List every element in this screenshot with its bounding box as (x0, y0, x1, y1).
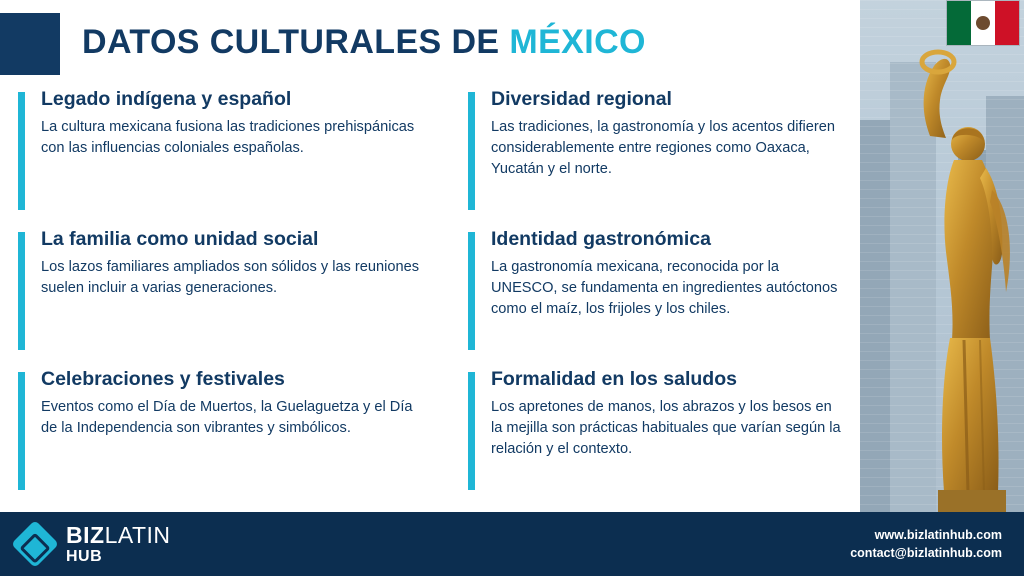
fact-card-body (25, 228, 424, 368)
fact-card-body (25, 88, 424, 228)
page-title-main: DATOS CULTURALES DE (82, 22, 510, 61)
fact-title: Legado indígena y español (41, 88, 292, 110)
fact-card (18, 228, 448, 368)
fact-card (448, 368, 868, 508)
email-link[interactable]: contact@bizlatinhub.com (850, 546, 1002, 560)
logo-line-2: HUB (66, 547, 103, 565)
fact-card (18, 368, 448, 508)
fact-card-body (25, 368, 424, 508)
fact-card (448, 228, 868, 368)
flag-stripe-red (995, 1, 1019, 45)
flag-stripe-white (971, 1, 995, 45)
fact-text: Los apretones de manos, los abrazos y los besos en la mejilla son prácticas habituales que varían según la relación y el contexto. (491, 399, 841, 457)
fact-card-body (475, 368, 844, 508)
angel-statue-icon (894, 40, 1014, 512)
flag-emblem-icon (976, 16, 990, 30)
flag-stripe-green (947, 1, 971, 45)
logo-latin: LATIN (104, 521, 171, 548)
fact-text: Las tradiciones, la gastronomía y los acentos difieren considerablemente entre regiones como Oaxaca, Yucatán y el norte. (491, 119, 835, 177)
fact-title: Diversidad regional (491, 88, 672, 110)
logo-wordmark (66, 521, 171, 565)
accent-bar (468, 92, 475, 210)
fact-card (448, 88, 868, 228)
fact-card-body (475, 88, 844, 228)
fact-text: La gastronomía mexicana, reconocida por la UNESCO, se fundamenta en ingredientes autóctonos como el maíz, los frijoles y los chiles. (491, 259, 838, 317)
fact-text: Eventos como el Día de Muertos, la Guelaguetza y el Día de la Independencia son vibrantes y simbólicos. (41, 399, 413, 437)
header (0, 0, 860, 84)
fact-card-body (475, 228, 844, 368)
logo-diamond-icon (11, 520, 59, 568)
accent-bar (18, 232, 25, 350)
footer-bar (0, 512, 1024, 576)
logo-line-1 (66, 521, 171, 548)
header-accent-block (0, 13, 60, 75)
fact-title: Identidad gastronómica (491, 228, 711, 250)
page-title (82, 23, 646, 62)
logo-biz: BIZ (66, 521, 105, 548)
accent-bar (468, 232, 475, 350)
website-link[interactable]: www.bizlatinhub.com (874, 527, 1002, 542)
fact-card (18, 88, 448, 228)
page-title-accent: MÉXICO (509, 22, 646, 61)
mexico-flag-icon (946, 0, 1020, 46)
accent-bar (468, 372, 475, 490)
statue-photo (860, 0, 1024, 512)
accent-bar (18, 92, 25, 210)
fact-title: Celebraciones y festivales (41, 368, 285, 390)
contact-info (850, 526, 1002, 562)
fact-text: Los lazos familiares ampliados son sólidos y las reuniones suelen incluir a varias generaciones. (41, 259, 420, 297)
fact-title: La familia como unidad social (41, 228, 319, 250)
accent-bar (18, 372, 25, 490)
fact-title: Formalidad en los saludos (491, 368, 737, 390)
fact-text: La cultura mexicana fusiona las tradiciones prehispánicas con las influencias coloniales españolas. (41, 119, 415, 157)
brand-logo[interactable] (18, 521, 171, 565)
facts-grid (0, 88, 850, 508)
